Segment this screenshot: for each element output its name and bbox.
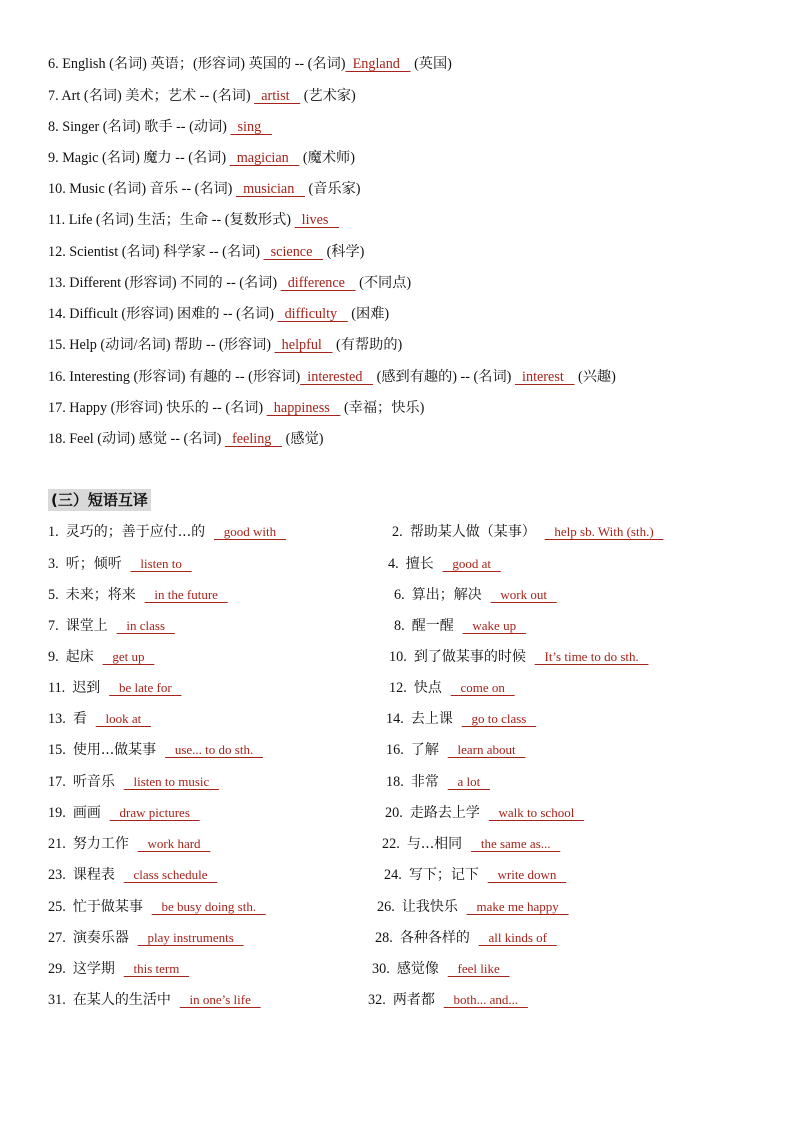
phrase-answer: look at xyxy=(95,711,151,726)
word-form-prompt: 18. Feel (动词) 感觉 -- (名词) xyxy=(48,431,225,447)
phrase-number: 22. xyxy=(382,836,407,852)
phrase-item xyxy=(388,554,501,574)
phrase-number: 16. xyxy=(386,742,411,758)
word-form-answer: musician xyxy=(235,181,305,197)
phrase-number: 29. xyxy=(48,961,73,977)
phrase-answer: listen to xyxy=(130,556,192,571)
phrase-answer: in the future xyxy=(144,587,228,602)
word-form-prompt: 9. Magic (名词) 魔力 -- (名词) xyxy=(48,150,230,166)
word-form-answer: helpful xyxy=(274,337,333,353)
word-form-answer: difficulty xyxy=(277,306,348,322)
word-form-meaning: (英国) xyxy=(410,56,452,72)
word-form-line xyxy=(48,304,389,324)
word-form-line xyxy=(48,273,411,293)
phrase-item xyxy=(386,772,490,792)
word-form-answer: England xyxy=(345,56,411,72)
phrase-answer: in one’s life xyxy=(179,992,261,1007)
phrase-answer: draw pictures xyxy=(109,805,200,820)
phrase-answer: all kinds of xyxy=(478,930,557,945)
word-form-line xyxy=(48,210,339,230)
phrase-item xyxy=(386,740,525,760)
phrase-number: 2. xyxy=(392,524,410,540)
phrase-answer: a lot xyxy=(447,774,490,789)
word-form-prompt: 16. Interesting (形容词) 有趣的 -- (形容词) xyxy=(48,369,301,385)
word-form-prompt: 12. Scientist (名词) 科学家 -- (名词) xyxy=(48,244,264,260)
phrase-item xyxy=(48,647,154,667)
phrase-chinese: 使用...做某事 xyxy=(72,742,166,758)
phrase-item xyxy=(48,678,181,698)
phrase-number: 10. xyxy=(389,649,414,665)
phrase-chinese: 算出；解决 xyxy=(411,587,491,603)
phrase-item xyxy=(386,709,536,729)
phrase-answer: good at xyxy=(442,556,501,571)
phrase-item xyxy=(48,740,263,760)
phrase-chinese: 醒一醒 xyxy=(411,618,463,634)
phrase-chinese: 走路去上学 xyxy=(409,805,489,821)
phrase-answer: feel like xyxy=(447,961,510,976)
phrase-item xyxy=(368,990,528,1010)
phrase-item xyxy=(48,709,151,729)
word-form-answer: science xyxy=(263,244,324,260)
word-form-answer: artist xyxy=(254,88,301,104)
phrase-number: 24. xyxy=(384,867,409,883)
phrase-number: 18. xyxy=(386,774,411,790)
word-form-answer: magician xyxy=(229,150,300,166)
phrase-item xyxy=(389,647,648,667)
phrase-answer: be late for xyxy=(109,680,182,695)
phrase-item xyxy=(372,959,509,979)
phrase-number: 1. xyxy=(48,524,66,540)
phrase-item xyxy=(375,928,557,948)
phrase-item xyxy=(48,865,217,885)
phrase-answer: It’s time to do sth. xyxy=(534,649,649,664)
phrase-number: 23. xyxy=(48,867,73,883)
phrase-chinese: 到了做某事的时候 xyxy=(413,649,535,665)
word-form-meaning: (音乐家) xyxy=(304,181,361,197)
phrase-answer: go to class xyxy=(461,711,537,726)
phrase-number: 20. xyxy=(385,805,410,821)
word-form-prompt: 13. Different (形容词) 不同的 -- (名词) xyxy=(48,275,281,291)
phrase-chinese: 让我快乐 xyxy=(401,899,467,915)
word-form-answer: interested xyxy=(300,369,374,385)
phrase-answer: walk to school xyxy=(488,805,585,820)
phrase-number: 8. xyxy=(394,618,412,634)
phrase-chinese: 两者都 xyxy=(392,992,444,1008)
word-form-answer: sing xyxy=(230,119,272,135)
word-form-meaning: (不同点) xyxy=(355,275,412,291)
phrase-number: 14. xyxy=(386,711,411,727)
word-form-prompt: 10. Music (名词) 音乐 -- (名词) xyxy=(48,181,236,197)
phrase-answer: wake up xyxy=(462,618,526,633)
phrase-number: 28. xyxy=(375,930,400,946)
phrase-answer: get up xyxy=(102,649,155,664)
phrase-item xyxy=(48,772,219,792)
phrase-chinese: 忙于做某事 xyxy=(72,899,152,915)
phrase-number: 4. xyxy=(388,556,406,572)
phrase-answer: this term xyxy=(123,961,190,976)
phrase-chinese: 迟到 xyxy=(72,680,110,696)
word-form-prompt: 7. Art (名词) 美术；艺术 -- (名词) xyxy=(48,88,255,104)
phrase-number: 7. xyxy=(48,618,66,634)
word-form-meaning: (兴趣) xyxy=(574,369,616,385)
phrase-answer: be busy doing sth. xyxy=(151,899,266,914)
phrase-number: 17. xyxy=(48,774,73,790)
word-form-line xyxy=(48,242,364,262)
phrase-item xyxy=(394,616,526,636)
phrase-answer: help sb. With (sth.) xyxy=(544,524,664,539)
phrase-number: 12. xyxy=(389,680,414,696)
phrase-answer: come on xyxy=(450,680,515,695)
phrase-chinese: 起床 xyxy=(65,649,103,665)
phrase-item xyxy=(48,897,266,917)
phrase-number: 26. xyxy=(377,899,402,915)
phrase-answer: both... and... xyxy=(443,992,528,1007)
phrase-item xyxy=(384,865,566,885)
phrase-item xyxy=(48,834,210,854)
word-form-meaning: (困难) xyxy=(347,306,390,322)
phrase-chinese: 写下；记下 xyxy=(408,867,488,883)
phrase-item xyxy=(48,554,192,574)
phrase-number: 6. xyxy=(394,587,412,603)
word-form-answer: difference xyxy=(280,275,356,291)
phrase-answer: write down xyxy=(487,867,567,882)
phrase-item xyxy=(48,928,244,948)
phrase-number: 25. xyxy=(48,899,73,915)
phrase-chinese: 课程表 xyxy=(72,867,124,883)
word-form-meaning: (有帮助的) xyxy=(332,337,403,353)
phrase-number: 32. xyxy=(368,992,393,1008)
word-form-prompt: 8. Singer (名词) 歌手 -- (动词) xyxy=(48,119,231,135)
word-form-meaning: (感到有趣的) -- (名词) xyxy=(373,369,515,385)
word-form-answer: happiness xyxy=(266,400,341,416)
phrase-chinese: 听音乐 xyxy=(72,774,124,790)
phrase-item xyxy=(385,803,584,823)
word-form-line xyxy=(48,148,355,168)
phrase-item xyxy=(377,897,569,917)
phrase-number: 31. xyxy=(48,992,73,1008)
phrase-answer: work hard xyxy=(137,836,211,851)
phrase-number: 21. xyxy=(48,836,73,852)
phrase-chinese: 演奏乐器 xyxy=(72,930,138,946)
phrase-number: 5. xyxy=(48,587,66,603)
phrase-answer: use... to do sth. xyxy=(165,742,263,757)
word-form-prompt: 15. Help (动词/名词) 帮助 -- (形容词) xyxy=(48,337,275,353)
phrase-chinese: 擅长 xyxy=(405,556,443,572)
phrase-number: 27. xyxy=(48,930,73,946)
word-form-answer: lives xyxy=(294,212,340,228)
phrase-answer: good with xyxy=(214,524,286,539)
word-form-line xyxy=(48,335,402,355)
phrase-number: 15. xyxy=(48,742,73,758)
phrase-chinese: 听；倾听 xyxy=(65,556,131,572)
phrase-number: 13. xyxy=(48,711,73,727)
word-form-prompt: 6. English (名词) 英语；(形容词) 英国的 -- (名词) xyxy=(48,56,346,72)
phrase-number: 30. xyxy=(372,961,397,977)
phrase-item xyxy=(48,522,286,542)
phrase-answer: work out xyxy=(490,587,557,602)
phrase-answer: the same as... xyxy=(471,836,561,851)
phrase-answer: learn about xyxy=(447,742,526,757)
word-form-meaning: (魔术师) xyxy=(299,150,355,166)
phrase-item xyxy=(48,585,228,605)
phrase-item xyxy=(394,585,557,605)
word-form-line xyxy=(48,367,616,387)
word-form-meaning: (幸福；快乐) xyxy=(340,400,425,416)
phrase-item xyxy=(389,678,515,698)
phrase-chinese: 灵巧的；善于应付...的 xyxy=(65,524,214,540)
word-form-line xyxy=(48,86,356,106)
phrase-chinese: 画画 xyxy=(72,805,110,821)
phrase-chinese: 感觉像 xyxy=(396,961,448,977)
word-form-answer: interest xyxy=(514,369,575,385)
phrase-number: 11. xyxy=(48,680,73,696)
phrase-number: 9. xyxy=(48,649,66,665)
phrase-number: 19. xyxy=(48,805,73,821)
phrase-chinese: 了解 xyxy=(410,742,448,758)
phrase-chinese: 未来；将来 xyxy=(65,587,145,603)
word-form-prompt: 14. Difficult (形容词) 困难的 -- (名词) xyxy=(48,306,278,322)
phrase-item xyxy=(48,959,189,979)
phrase-answer: in class xyxy=(116,618,175,633)
word-form-answer: feeling xyxy=(224,431,283,447)
phrase-chinese: 非常 xyxy=(410,774,448,790)
word-form-line xyxy=(48,179,361,199)
word-form-meaning: (科学) xyxy=(323,244,365,260)
word-form-line xyxy=(48,398,424,418)
phrase-answer: make me happy xyxy=(466,899,569,914)
phrase-number: 3. xyxy=(48,556,66,572)
phrase-chinese: 帮助某人做（某事） xyxy=(409,524,545,540)
word-form-line xyxy=(48,429,323,449)
phrase-chinese: 在某人的生活中 xyxy=(72,992,180,1008)
phrase-chinese: 快点 xyxy=(413,680,451,696)
phrase-chinese: 课堂上 xyxy=(65,618,117,634)
word-form-meaning: (艺术家) xyxy=(300,88,356,104)
phrase-item xyxy=(48,990,261,1010)
phrase-chinese: 各种各样的 xyxy=(399,930,479,946)
word-form-prompt: 11. Life (名词) 生活；生命 -- (复数形式) xyxy=(48,212,295,228)
phrase-chinese: 去上课 xyxy=(410,711,462,727)
word-form-line xyxy=(48,117,272,137)
phrase-chinese: 与...相同 xyxy=(406,836,472,852)
phrase-item xyxy=(48,616,175,636)
phrase-item xyxy=(392,522,663,542)
word-form-prompt: 17. Happy (形容词) 快乐的 -- (名词) xyxy=(48,400,267,416)
phrase-chinese: 这学期 xyxy=(72,961,124,977)
section-title: (三）短语互译 xyxy=(48,489,151,511)
word-form-line xyxy=(48,54,452,74)
word-form-meaning: (感觉) xyxy=(282,431,324,447)
phrase-answer: class schedule xyxy=(123,867,218,882)
phrase-item xyxy=(48,803,200,823)
phrase-answer: listen to music xyxy=(123,774,220,789)
phrase-item xyxy=(382,834,560,854)
phrase-chinese: 看 xyxy=(72,711,96,727)
phrase-answer: play instruments xyxy=(137,930,244,945)
phrase-chinese: 努力工作 xyxy=(72,836,138,852)
